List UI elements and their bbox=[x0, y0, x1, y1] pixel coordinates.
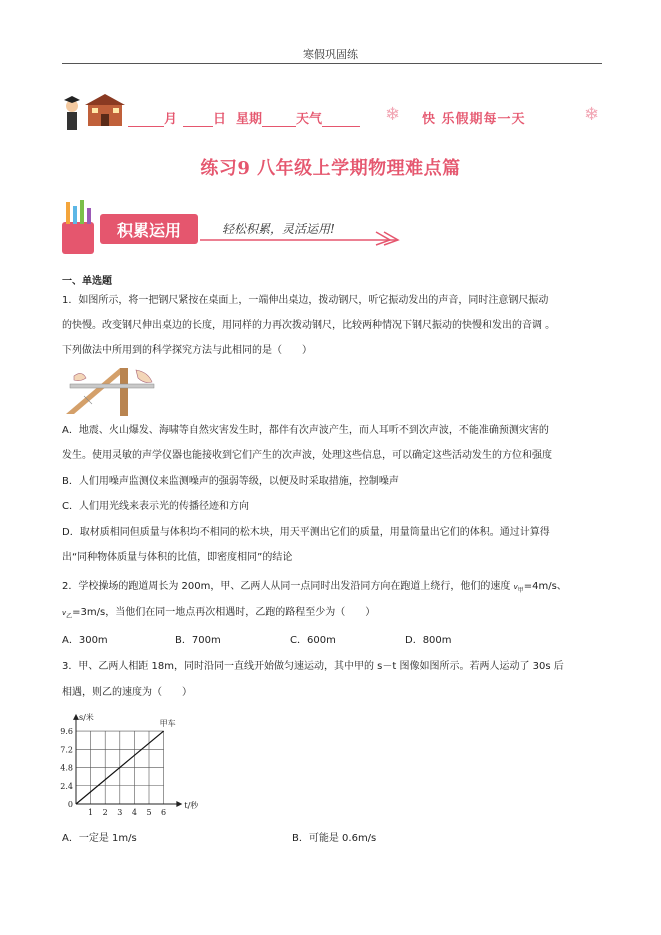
graduate-school-icon bbox=[58, 92, 128, 134]
ruler-on-table-illustration bbox=[64, 366, 158, 418]
q1-option-a-line1: A．地震、火山爆发、海啸等自然灾害发生时，都伴有次声波产生，而人耳听不到次声波，不能准确预测灾害的 bbox=[62, 425, 549, 436]
q3-line-1: 3．甲、乙两人相距 18m，同时沿同一直线开始做匀速运动，其中甲的 s－t 图像如图所示。若两人运动了 30s 后 bbox=[62, 661, 564, 672]
q2-option-c: C．600m bbox=[290, 635, 336, 646]
series-label: 甲车 bbox=[159, 719, 176, 729]
header-divider bbox=[62, 63, 602, 64]
x-tick-label: 2 bbox=[102, 808, 108, 817]
distance-time-chart bbox=[58, 706, 208, 824]
q2-text-end: =4m/s、 bbox=[523, 581, 567, 592]
y-tick-label: 2.4 bbox=[60, 781, 73, 791]
arrow-underline-icon bbox=[198, 228, 403, 246]
page-title: 练习9 八年级上学期物理难点篇 bbox=[200, 158, 461, 179]
snowflake-icon: ❄ bbox=[584, 104, 600, 125]
q2-line-1 bbox=[62, 580, 606, 598]
x-tick-label: 3 bbox=[117, 808, 123, 817]
q2-option-a: A．300m bbox=[62, 635, 108, 646]
snowflake-icon: ❄ bbox=[385, 104, 401, 125]
weekday-label: 星期 bbox=[236, 112, 263, 127]
y-tick-label: 9.6 bbox=[60, 727, 73, 737]
y-axis-label: s/米 bbox=[79, 712, 94, 722]
q2-option-d: D．800m bbox=[405, 635, 452, 646]
x-tick-label: 5 bbox=[146, 808, 152, 817]
q2-velocity-yi-subscript: 乙 bbox=[66, 613, 73, 620]
x-axis-label: t/秒 bbox=[184, 801, 199, 810]
y-tick-label: 4.8 bbox=[60, 763, 73, 773]
q3-option-b: B．可能是 0.6m/s bbox=[292, 833, 377, 844]
q2-velocity-yi-symbol: v bbox=[62, 609, 67, 617]
month-label: 月 bbox=[164, 112, 178, 127]
q2-velocity-jia-symbol: v bbox=[513, 583, 518, 591]
q3-option-a: A．一定是 1m/s bbox=[62, 833, 137, 844]
date-weather-line bbox=[128, 108, 360, 127]
q1-option-b: B．人们用噪声监测仪来监测噪声的强弱等级，以便及时采取措施，控制噪声 bbox=[62, 476, 399, 487]
q1-line-1: 1．如图所示，将一把钢尺紧按在桌面上，一端伸出桌边，拨动钢尺，听它振动发出的声音，同时注意钢尺振动 bbox=[62, 295, 549, 306]
x-axis-arrow bbox=[176, 801, 182, 807]
day-label: 日 bbox=[213, 112, 227, 127]
q1-line-2: 的快慢。改变钢尺伸出桌边的长度，用同样的力再次拨动钢尺，比较两种情况下钢尺振动的快慢和发出的音调 。 bbox=[62, 320, 556, 331]
section-label: 积累运用 bbox=[116, 221, 181, 240]
q1-option-d-line1: D．取材质相同但质量与体积均不相同的松木块，用天平测出它们的质量，用量筒量出它们的体积。通过计算得 bbox=[62, 527, 550, 538]
x-tick-label: 4 bbox=[131, 808, 137, 817]
q2-option-b: B．700m bbox=[175, 635, 221, 646]
pencil-cup-icon bbox=[58, 200, 100, 256]
section-motto: 轻松积累，灵活运用! bbox=[222, 222, 335, 236]
q1-line-3: 下列做法中所用到的科学探究方法与此相同的是（ ） bbox=[62, 345, 312, 356]
holiday-slogan: 快 乐假期每一天 bbox=[422, 112, 526, 127]
section-heading: 一、单选题 bbox=[62, 276, 112, 287]
q2-velocity-jia-subscript: 甲 bbox=[517, 587, 524, 594]
x-tick-label: 1 bbox=[88, 808, 94, 817]
q1-option-d-line2: 出“同种物体质量与体积的比值，即密度相同”的结论 bbox=[62, 552, 293, 563]
y-tick-label: 7.2 bbox=[60, 745, 73, 755]
q2-text-start: 2．学校操场的跑道周长为 200m，甲、乙两人从同一点同时出发沿同方向在跑道上绕行，他们的速度 bbox=[62, 581, 514, 592]
x-tick-label: 6 bbox=[161, 808, 167, 817]
y-tick-label: 0 bbox=[67, 800, 73, 809]
q1-option-c: C．人们用光线来表示光的传播径迹和方向 bbox=[62, 501, 249, 512]
q2-text-rest: =3m/s，当他们在同一地点再次相遇时，乙跑的路程至少为（ ） bbox=[72, 607, 376, 618]
q1-option-a-line2: 发生。使用灵敏的声学仪器也能接收到它们产生的次声波，处理这些信息，可以确定这些活动发生的方位和强度 bbox=[62, 450, 552, 461]
weather-label: 天气 bbox=[296, 112, 323, 127]
q2-line-2 bbox=[62, 606, 606, 624]
page-header-title: 寒假巩固练 bbox=[303, 48, 358, 61]
q3-line-2: 相遇，则乙的速度为（ ） bbox=[62, 687, 192, 698]
